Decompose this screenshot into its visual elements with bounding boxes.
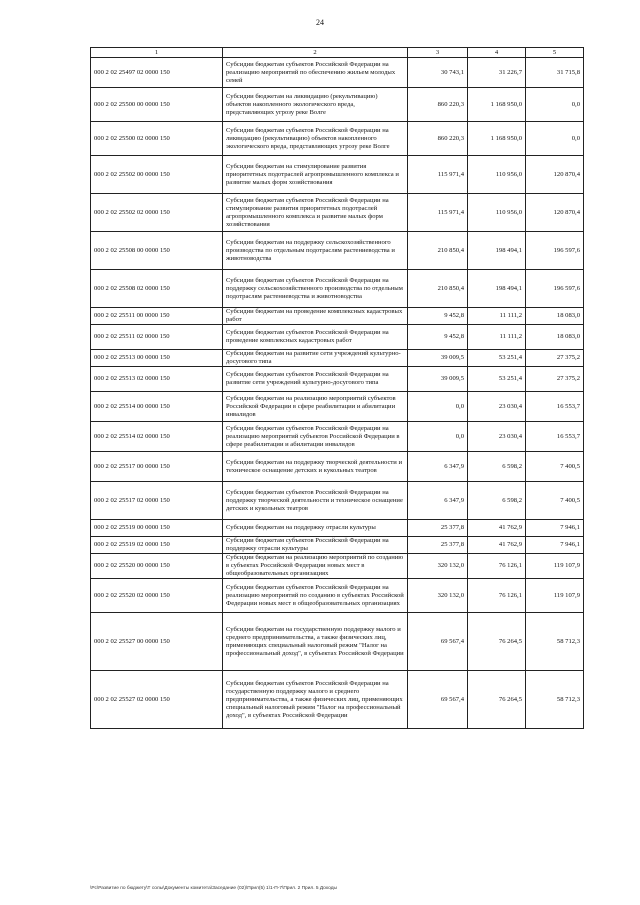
budget-code-cell: 000 2 02 25508 02 0000 150 — [91, 270, 223, 308]
budget-code-cell: 000 2 02 25511 02 0000 150 — [91, 325, 223, 350]
value-col5-cell: 0,0 — [526, 122, 584, 156]
table-row — [91, 537, 584, 554]
value-col4-cell: 53 251,4 — [468, 367, 526, 392]
description-cell: Субсидии бюджетам субъектов Российской Федерации на стимулирование развития приоритетных подотраслей агропромышленного комплекса и развитие малых форм хозяйствования — [223, 194, 408, 232]
description-cell: Субсидии бюджетам субъектов Российской Федерации на проведение комплексных кадастровых работ — [223, 325, 408, 350]
value-col3-cell: 210 850,4 — [408, 232, 468, 270]
table-row — [91, 58, 584, 88]
description-cell: Субсидии бюджетам на поддержку творческой деятельности и техническое оснащение детских и кукольных театров — [223, 452, 408, 482]
budget-code-cell: 000 2 02 25500 02 0000 150 — [91, 122, 223, 156]
budget-code-cell: 000 2 02 25514 02 0000 150 — [91, 422, 223, 452]
table-row — [91, 325, 584, 350]
value-col4-cell: 76 264,5 — [468, 613, 526, 671]
value-col3-cell: 69 567,4 — [408, 613, 468, 671]
value-col5-cell: 18 083,0 — [526, 325, 584, 350]
column-header: 3 — [408, 48, 468, 58]
table-header-row — [91, 48, 584, 58]
column-header: 2 — [223, 48, 408, 58]
description-cell: Субсидии бюджетам на развитие сети учреждений культурно-досугового типа — [223, 350, 408, 367]
value-col3-cell: 69 567,4 — [408, 671, 468, 729]
value-col3-cell: 6 347,9 — [408, 482, 468, 520]
description-cell: Субсидии бюджетам на поддержку отрасли культуры — [223, 520, 408, 537]
value-col4-cell: 1 168 950,0 — [468, 122, 526, 156]
value-col5-cell: 18 083,0 — [526, 308, 584, 325]
budget-code-cell: 000 2 02 25527 02 0000 150 — [91, 671, 223, 729]
description-cell: Субсидии бюджетам субъектов Российской Федерации на поддержку отрасли культуры — [223, 537, 408, 554]
value-col3-cell: 860 220,3 — [408, 122, 468, 156]
table-row — [91, 579, 584, 613]
value-col5-cell: 7 946,1 — [526, 537, 584, 554]
budget-code-cell: 000 2 02 25500 00 0000 150 — [91, 88, 223, 122]
value-col3-cell: 25 377,8 — [408, 537, 468, 554]
column-header: 5 — [526, 48, 584, 58]
table-row — [91, 270, 584, 308]
value-col4-cell: 198 494,1 — [468, 270, 526, 308]
description-cell: Субсидии бюджетам на реализацию мероприятий субъектов Российской Федерации в сфере реабилитации и абилитации инвалидов — [223, 392, 408, 422]
value-col5-cell: 58 712,3 — [526, 671, 584, 729]
value-col4-cell: 41 762,9 — [468, 520, 526, 537]
value-col5-cell: 16 553,7 — [526, 422, 584, 452]
value-col3-cell: 30 743,1 — [408, 58, 468, 88]
value-col4-cell: 110 956,0 — [468, 194, 526, 232]
value-col5-cell: 7 400,5 — [526, 482, 584, 520]
budget-code-cell: 000 2 02 25511 00 0000 150 — [91, 308, 223, 325]
value-col4-cell: 1 168 950,0 — [468, 88, 526, 122]
value-col3-cell: 320 132,0 — [408, 554, 468, 579]
value-col4-cell: 6 598,2 — [468, 482, 526, 520]
budget-code-cell: 000 2 02 25502 00 0000 150 — [91, 156, 223, 194]
value-col5-cell: 7 400,5 — [526, 452, 584, 482]
table-row — [91, 482, 584, 520]
value-col4-cell: 6 598,2 — [468, 452, 526, 482]
value-col3-cell: 0,0 — [408, 422, 468, 452]
table-row — [91, 671, 584, 729]
value-col5-cell: 16 553,7 — [526, 392, 584, 422]
value-col5-cell: 27 375,2 — [526, 350, 584, 367]
value-col4-cell: 76 126,1 — [468, 579, 526, 613]
budget-code-cell: 000 2 02 25519 02 0000 150 — [91, 537, 223, 554]
description-cell: Субсидии бюджетам субъектов Российской Федерации на поддержку творческой деятельности и техническое оснащение детских и кукольных театров — [223, 482, 408, 520]
value-col3-cell: 25 377,8 — [408, 520, 468, 537]
table-row — [91, 422, 584, 452]
table-row — [91, 367, 584, 392]
description-cell: Субсидии бюджетам на стимулирование развития приоритетных подотраслей агропромышленного комплекса и развитие малых форм хозяйствования — [223, 156, 408, 194]
budget-code-cell: 000 2 02 25502 02 0000 150 — [91, 194, 223, 232]
value-col5-cell: 119 107,9 — [526, 579, 584, 613]
value-col3-cell: 6 347,9 — [408, 452, 468, 482]
budget-code-cell: 000 2 02 25513 02 0000 150 — [91, 367, 223, 392]
value-col3-cell: 9 452,8 — [408, 308, 468, 325]
budget-code-cell: 000 2 02 25527 00 0000 150 — [91, 613, 223, 671]
value-col3-cell: 39 009,5 — [408, 367, 468, 392]
value-col4-cell: 23 030,4 — [468, 392, 526, 422]
value-col4-cell: 76 264,5 — [468, 671, 526, 729]
value-col3-cell: 115 971,4 — [408, 156, 468, 194]
file-path-footer: \Pc\Развитие по бюджету\Т солы\Документы комитета\Заседание (02)\Прил(5) 1\1-П-7\Прил. 2 Прил. 5 Доходы — [90, 886, 337, 891]
budget-table — [90, 47, 584, 729]
table-row — [91, 308, 584, 325]
value-col5-cell: 119 107,9 — [526, 554, 584, 579]
value-col5-cell: 120 870,4 — [526, 156, 584, 194]
table-row — [91, 122, 584, 156]
value-col3-cell: 320 132,0 — [408, 579, 468, 613]
value-col5-cell: 31 715,8 — [526, 58, 584, 88]
value-col5-cell: 0,0 — [526, 88, 584, 122]
value-col3-cell: 860 220,3 — [408, 88, 468, 122]
value-col4-cell: 110 956,0 — [468, 156, 526, 194]
value-col3-cell: 115 971,4 — [408, 194, 468, 232]
value-col4-cell: 76 126,1 — [468, 554, 526, 579]
budget-code-cell: 000 2 02 25514 00 0000 150 — [91, 392, 223, 422]
value-col5-cell: 58 712,3 — [526, 613, 584, 671]
value-col4-cell: 23 030,4 — [468, 422, 526, 452]
value-col4-cell: 198 494,1 — [468, 232, 526, 270]
table-row — [91, 88, 584, 122]
value-col3-cell: 210 850,4 — [408, 270, 468, 308]
value-col5-cell: 196 597,6 — [526, 270, 584, 308]
value-col4-cell: 41 762,9 — [468, 537, 526, 554]
value-col5-cell: 120 870,4 — [526, 194, 584, 232]
value-col4-cell: 31 226,7 — [468, 58, 526, 88]
value-col4-cell: 53 251,4 — [468, 350, 526, 367]
description-cell: Субсидии бюджетам субъектов Российской Федерации на реализацию мероприятий по созданию в субъектах Российской Федерации новых мест в общеобразовательных организациях — [223, 579, 408, 613]
column-header: 1 — [91, 48, 223, 58]
budget-code-cell: 000 2 02 25513 00 0000 150 — [91, 350, 223, 367]
table-row — [91, 232, 584, 270]
budget-code-cell: 000 2 02 25520 00 0000 150 — [91, 554, 223, 579]
table-row — [91, 613, 584, 671]
budget-code-cell: 000 2 02 25517 00 0000 150 — [91, 452, 223, 482]
budget-code-cell: 000 2 02 25497 02 0000 150 — [91, 58, 223, 88]
table-row — [91, 194, 584, 232]
budget-code-cell: 000 2 02 25519 00 0000 150 — [91, 520, 223, 537]
description-cell: Субсидии бюджетам на государственную поддержку малого и среднего предпринимательства, а также физических лиц, применяющих специальный налоговый режим "Налог на профессиональный доход", в субъектах Российской Федерации — [223, 613, 408, 671]
description-cell: Субсидии бюджетам субъектов Российской Федерации на поддержку сельскохозяйственного производства по отдельным подотраслям растениеводства и животноводства — [223, 270, 408, 308]
description-cell: Субсидии бюджетам субъектов Российской Федерации на реализацию мероприятий по обеспечению жильем молодых семей — [223, 58, 408, 88]
table-row — [91, 392, 584, 422]
table-row — [91, 520, 584, 537]
description-cell: Субсидии бюджетам на проведение комплексных кадастровых работ — [223, 308, 408, 325]
table-row — [91, 452, 584, 482]
value-col5-cell: 7 946,1 — [526, 520, 584, 537]
value-col4-cell: 11 111,2 — [468, 325, 526, 350]
table-row — [91, 156, 584, 194]
table-row — [91, 350, 584, 367]
value-col3-cell: 0,0 — [408, 392, 468, 422]
description-cell: Субсидии бюджетам на ликвидацию (рекультивацию) объектов накопленного экологического вреда, представляющих угрозу реке Волге — [223, 88, 408, 122]
description-cell: Субсидии бюджетам субъектов Российской Федерации на реализацию мероприятий субъектов Российской Федерации в сфере реабилитации и абилитации инвалидов — [223, 422, 408, 452]
table-row — [91, 554, 584, 579]
budget-code-cell: 000 2 02 25520 02 0000 150 — [91, 579, 223, 613]
budget-code-cell: 000 2 02 25508 00 0000 150 — [91, 232, 223, 270]
column-header: 4 — [468, 48, 526, 58]
description-cell: Субсидии бюджетам на поддержку сельскохозяйственного производства по отдельным подотраслям растениеводства и животноводства — [223, 232, 408, 270]
description-cell: Субсидии бюджетам на реализацию мероприятий по созданию в субъектах Российской Федерации новых мест в общеобразовательных организациях — [223, 554, 408, 579]
value-col5-cell: 196 597,6 — [526, 232, 584, 270]
value-col3-cell: 39 009,5 — [408, 350, 468, 367]
value-col5-cell: 27 375,2 — [526, 367, 584, 392]
value-col4-cell: 11 111,2 — [468, 308, 526, 325]
description-cell: Субсидии бюджетам субъектов Российской Федерации на развитие сети учреждений культурно-досугового типа — [223, 367, 408, 392]
value-col3-cell: 9 452,8 — [408, 325, 468, 350]
description-cell: Субсидии бюджетам субъектов Российской Федерации на государственную поддержку малого и среднего предпринимательства, а также физических лиц, применяющих специальный налоговый режим "Налог на профессиональный доход", в субъектах Российской Федерации — [223, 671, 408, 729]
description-cell: Субсидии бюджетам субъектов Российской Федерации на ликвидацию (рекультивацию) объектов накопленного экологического вреда, представляющих угрозу реке Волге — [223, 122, 408, 156]
budget-code-cell: 000 2 02 25517 02 0000 150 — [91, 482, 223, 520]
page-number: 24 — [316, 18, 324, 27]
